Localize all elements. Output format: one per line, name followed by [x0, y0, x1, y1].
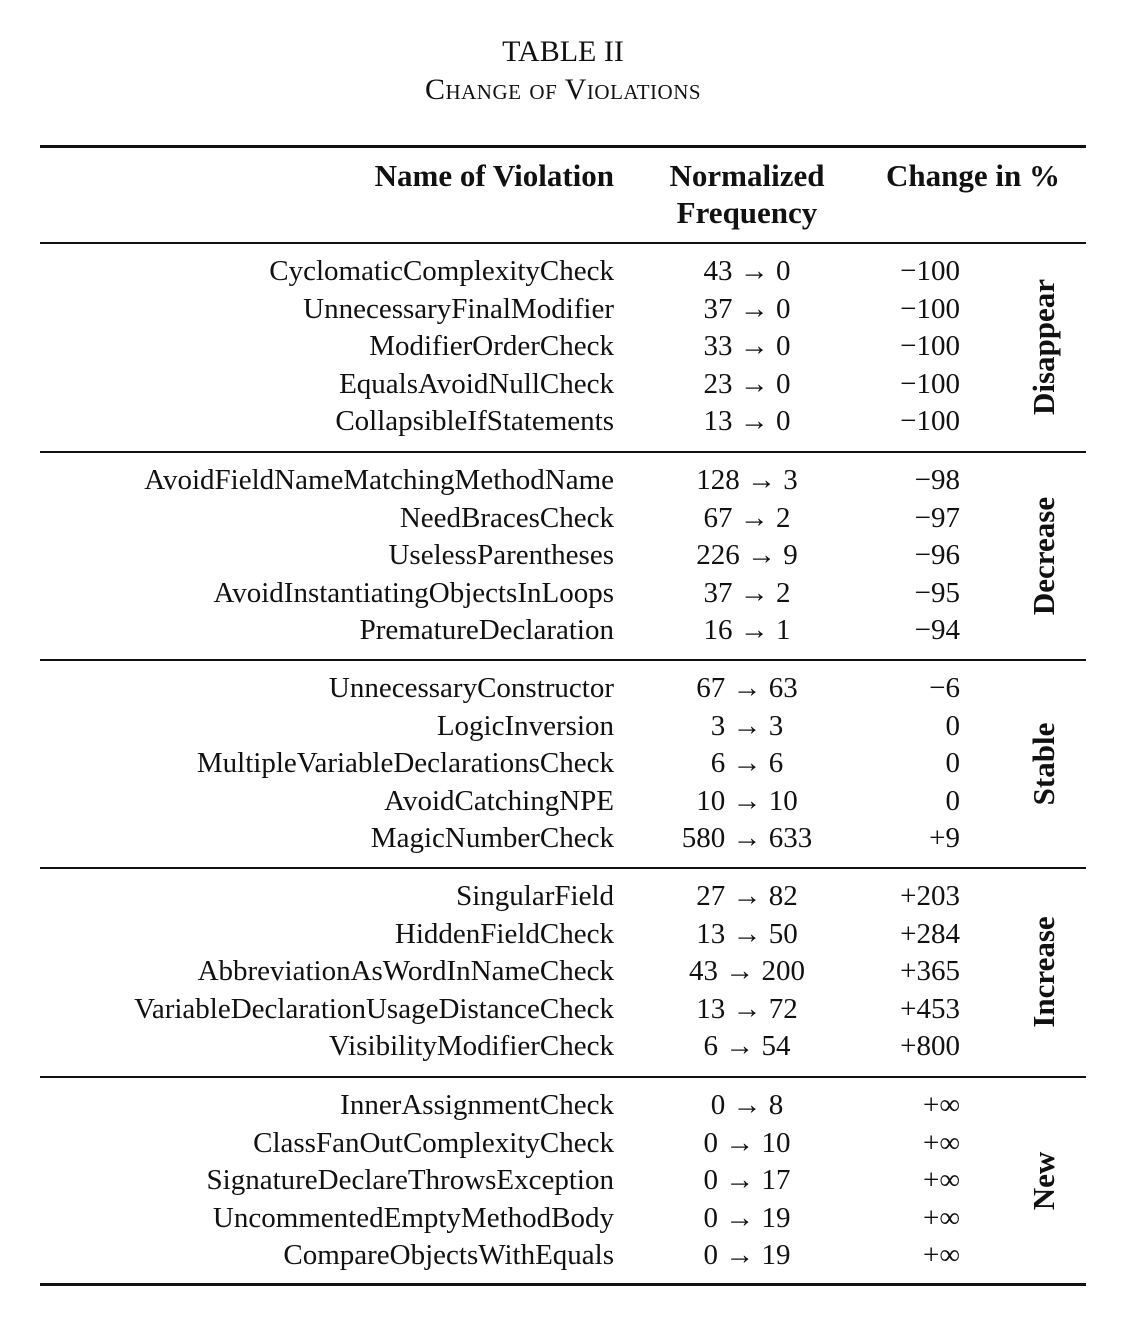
change-percent: +453 [900, 992, 960, 1025]
violation-name: ModifierOrderCheck [369, 330, 614, 362]
table-row [40, 575, 1086, 612]
normalized-frequency: 6 → 6 [710, 747, 784, 779]
normalized-frequency: 10 → 10 [696, 784, 798, 817]
header-rule [40, 242, 1086, 244]
change-percent: +284 [900, 917, 960, 950]
table-row [40, 991, 1086, 1028]
change-percent: −100 [900, 292, 960, 325]
change-percent: +800 [900, 1030, 960, 1062]
bottom-rule [40, 1283, 1086, 1286]
normalized-frequency: 0 → 19 [703, 1201, 791, 1234]
change-percent: 0 [945, 784, 960, 817]
violation-name: VisibilityModifierCheck [328, 1030, 614, 1062]
violation-name: UselessParentheses [388, 539, 614, 571]
change-percent: +∞ [922, 1089, 960, 1121]
violation-name: CollapsibleIfStatements [335, 405, 614, 437]
normalized-frequency: 3 → 3 [710, 709, 784, 742]
header-change-percent: Change in % [886, 158, 1060, 193]
table-row [40, 820, 1086, 857]
group-separator-rule [40, 1076, 1086, 1078]
group-separator-rule [40, 867, 1086, 869]
table-row [40, 708, 1086, 745]
normalized-frequency: 43 → 200 [689, 955, 805, 987]
table-row [40, 403, 1086, 440]
table-row [40, 366, 1086, 403]
table-row [40, 253, 1086, 290]
violation-name: PrematureDeclaration [359, 614, 614, 646]
table-row [40, 500, 1086, 537]
normalized-frequency: 67 → 63 [696, 672, 798, 704]
change-percent: −100 [900, 405, 960, 437]
normalized-frequency: 580 → 633 [681, 822, 813, 854]
table-number: TABLE II [502, 35, 624, 68]
violation-name: EqualsAvoidNullCheck [339, 367, 614, 400]
table-row [40, 916, 1086, 953]
violation-name: LogicInversion [436, 709, 614, 742]
change-percent: +203 [900, 880, 960, 912]
change-percent: +∞ [922, 1201, 960, 1234]
violation-name: AvoidInstantiatingObjectsInLoops [213, 576, 614, 609]
violation-name: CompareObjectsWithEquals [283, 1239, 614, 1271]
violation-name: InnerAssignmentCheck [340, 1089, 614, 1121]
normalized-frequency: 0 → 17 [703, 1164, 791, 1196]
change-percent: −6 [929, 672, 960, 704]
change-percent: −98 [914, 464, 960, 496]
table-row [40, 291, 1086, 328]
change-percent: +∞ [922, 1164, 960, 1196]
violation-name: ClassFanOutComplexityCheck [253, 1126, 614, 1159]
table-row [40, 462, 1086, 499]
change-percent: 0 [945, 747, 960, 779]
change-percent: 0 [945, 709, 960, 742]
change-percent: −95 [914, 576, 960, 609]
normalized-frequency: 33 → 0 [703, 330, 791, 362]
group-label-stable: Stable [1026, 722, 1061, 806]
normalized-frequency: 13 → 72 [696, 992, 798, 1025]
normalized-frequency: 226 → 9 [696, 539, 798, 571]
normalized-frequency: 37 → 0 [703, 292, 791, 325]
violation-name: AvoidFieldNameMatchingMethodName [144, 464, 614, 496]
change-percent: +9 [929, 822, 960, 854]
violation-name: AvoidCatchingNPE [384, 784, 614, 817]
violation-name: NeedBracesCheck [399, 501, 614, 534]
table-row [40, 1028, 1086, 1065]
normalized-frequency: 16 → 1 [703, 614, 791, 646]
violation-name: MagicNumberCheck [370, 822, 614, 854]
normalized-frequency: 13 → 0 [703, 405, 791, 437]
normalized-frequency: 128 → 3 [696, 464, 798, 496]
header-frequency-line2: Frequency [676, 195, 818, 230]
table-title: Change of Violations [424, 73, 702, 106]
violation-name: MultipleVariableDeclarationsCheck [196, 747, 614, 779]
change-percent: +365 [900, 955, 960, 987]
table-row [40, 612, 1086, 649]
violation-name: CyclomaticComplexityCheck [269, 255, 614, 287]
normalized-frequency: 37 → 2 [703, 576, 791, 609]
table-row [40, 1125, 1086, 1162]
top-rule [40, 145, 1086, 148]
group-label-increase: Increase [1026, 916, 1061, 1028]
normalized-frequency: 0 → 8 [710, 1089, 784, 1121]
table-row [40, 1162, 1086, 1199]
violation-name: HiddenFieldCheck [394, 917, 614, 950]
change-percent: −96 [914, 539, 960, 571]
change-percent: −94 [914, 614, 960, 646]
change-percent: +∞ [922, 1126, 960, 1159]
table-row [40, 670, 1086, 707]
table-row [40, 1087, 1086, 1124]
violation-name: UnnecessaryFinalModifier [303, 292, 614, 325]
violation-name: SignatureDeclareThrowsException [206, 1164, 614, 1196]
header-name-of-violation: Name of Violation [374, 158, 614, 193]
violation-name: UnnecessaryConstructor [328, 672, 614, 704]
normalized-frequency: 0 → 19 [703, 1239, 791, 1271]
header-normalized-frequency [640, 157, 854, 231]
group-label-decrease: Decrease [1026, 496, 1061, 615]
table-row [40, 745, 1086, 782]
normalized-frequency: 6 → 54 [703, 1030, 791, 1062]
group-label-new: New [1026, 1151, 1061, 1211]
change-percent: −100 [900, 330, 960, 362]
header-frequency-line1: Normalized [669, 158, 825, 193]
normalized-frequency: 23 → 0 [703, 367, 791, 400]
table-row [40, 537, 1086, 574]
group-label-disappear: Disappear [1026, 278, 1061, 415]
normalized-frequency: 67 → 2 [703, 501, 791, 534]
normalized-frequency: 13 → 50 [696, 917, 798, 950]
table-row [40, 328, 1086, 365]
violation-name: SingularField [456, 880, 614, 912]
change-percent: +∞ [922, 1239, 960, 1271]
group-separator-rule [40, 451, 1086, 453]
table-row [40, 878, 1086, 915]
group-separator-rule [40, 659, 1086, 661]
violation-name: AbbreviationAsWordInNameCheck [197, 955, 614, 987]
violation-name: VariableDeclarationUsageDistanceCheck [134, 992, 614, 1025]
table-row [40, 1237, 1086, 1274]
change-percent: −100 [900, 255, 960, 287]
table-row [40, 1200, 1086, 1237]
change-percent: −97 [914, 501, 960, 534]
normalized-frequency: 43 → 0 [703, 255, 791, 287]
table-row [40, 783, 1086, 820]
normalized-frequency: 27 → 82 [696, 880, 798, 912]
normalized-frequency: 0 → 10 [703, 1126, 791, 1159]
violation-name: UncommentedEmptyMethodBody [212, 1201, 614, 1234]
table-row [40, 953, 1086, 990]
change-percent: −100 [900, 367, 960, 400]
